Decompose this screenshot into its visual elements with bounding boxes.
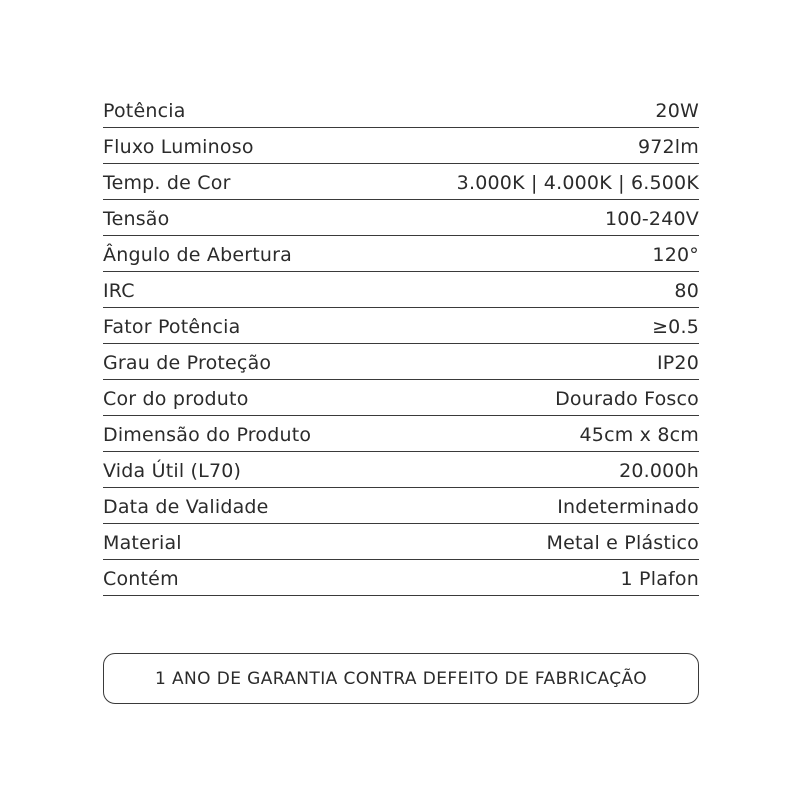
spec-row-fluxo-luminoso [103, 128, 699, 164]
spec-label: Tensão [103, 207, 170, 230]
spec-row-vida-util [103, 452, 699, 488]
spec-row-tensao [103, 200, 699, 236]
spec-row-material [103, 524, 699, 560]
spec-value: 120° [652, 243, 699, 266]
spec-row-temp-de-cor [103, 164, 699, 200]
spec-row-angulo-de-abertura [103, 236, 699, 272]
spec-value: 80 [674, 279, 699, 302]
spec-value: ≥0.5 [652, 315, 699, 338]
spec-value: Metal e Plástico [546, 531, 699, 554]
spec-row-grau-de-protecao [103, 344, 699, 380]
spec-row-potencia [103, 92, 699, 128]
spec-label: Grau de Proteção [103, 351, 272, 374]
spec-row-contem [103, 560, 699, 596]
spec-label: Potência [103, 99, 186, 122]
spec-label: Dimensão do Produto [103, 423, 312, 446]
spec-row-cor-do-produto [103, 380, 699, 416]
spec-value: 1 Plafon [620, 567, 699, 590]
spec-value: 20.000h [619, 459, 699, 482]
spec-value: 20W [655, 99, 699, 122]
spec-value: Indeterminado [557, 495, 699, 518]
spec-row-data-de-validade [103, 488, 699, 524]
spec-label: Fluxo Luminoso [103, 135, 254, 158]
spec-label: IRC [103, 279, 135, 302]
spec-row-fator-potencia [103, 308, 699, 344]
spec-value: 972lm [637, 135, 699, 158]
spec-label: Contém [103, 567, 179, 590]
spec-label: Vida Útil (L70) [103, 459, 242, 482]
spec-table [103, 92, 699, 596]
spec-row-irc [103, 272, 699, 308]
spec-value: 45cm x 8cm [579, 423, 699, 446]
spec-label: Ângulo de Abertura [103, 243, 292, 266]
spec-value: IP20 [656, 351, 699, 374]
spec-label: Cor do produto [103, 387, 249, 410]
spec-value: 100-240V [605, 207, 699, 230]
warranty-text: 1 ANO DE GARANTIA CONTRA DEFEITO DE FABRICAÇÃO [154, 668, 648, 689]
spec-value: Dourado Fosco [555, 387, 699, 410]
spec-row-dimensao-do-produto [103, 416, 699, 452]
spec-label: Data de Validade [103, 495, 269, 518]
spec-value: 3.000K | 4.000K | 6.500K [456, 171, 699, 194]
spec-label: Temp. de Cor [103, 171, 231, 194]
spec-label: Material [103, 531, 182, 554]
warranty-banner [103, 653, 699, 704]
spec-label: Fator Potência [103, 315, 241, 338]
